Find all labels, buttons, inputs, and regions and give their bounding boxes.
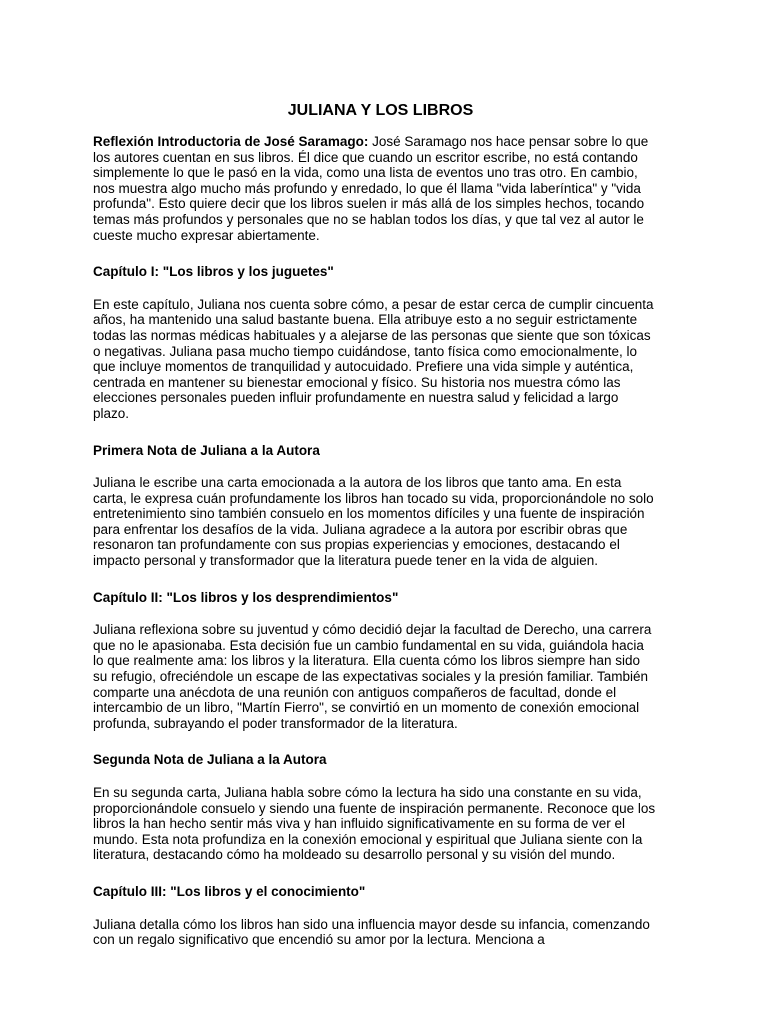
section-heading-second-note: Segunda Nota de Juliana a la Autora <box>93 752 327 768</box>
intro-paragraph <box>93 134 658 243</box>
section-heading-chapter-1: Capítulo I: "Los libros y los juguetes" <box>93 264 334 280</box>
section-text-chapter-3: Juliana detalla cómo los libros han sido una influencia mayor desde su infancia, comenzando con un regalo significativo que encendió su amor por la lectura. Menciona a <box>93 916 650 948</box>
section-text-first-note: Juliana le escribe una carta emocionada a la autora de los libros que tanto ama. En esta carta, le expresa cuán profundamente los libros han tocado su vida, proporcionándole no solo entretenimiento sino también consuelo en los momentos difíciles y una fuente de inspiración para enfrentar los desafíos de la vida. Juliana agradece a la autora por escribir obras que resonaron tan profundamente con sus propias experiencias y emociones, destacando el impacto personal y transformador que la literatura puede tener en la vida de alguien. <box>93 475 654 569</box>
section-text-chapter-1: En este capítulo, Juliana nos cuenta sobre cómo, a pesar de estar cerca de cumplir cincuenta años, ha mantenido una salud bastante buena. Ella atribuye esto a no seguir estrictamente todas las normas médicas habituales y a alejarse de las personas que siente que son tóxicas o negativas. Juliana pasa mucho tiempo cuidándose, tanto física como emocionalmente, lo que incluye momentos de tranquilidad y autocuidado. Prefiere una vida simple y auténtica, centrada en mantener su bienestar emocional y físico. Su historia nos muestra cómo las elecciones personales pueden influir profundamente en nuestra salud y felicidad a largo plazo. <box>93 296 654 421</box>
section-text-chapter-2: Juliana reflexiona sobre su juventud y cómo decidió dejar la facultad de Derecho, una carrera que no le apasionaba. Esta decisión fue un cambio fundamental en su vida, guiándola hacia lo que realmente ama: los libros y la literatura. Ella cuenta cómo los libros siempre han sido su refugio, ofreciéndole un escape de las expectativas sociales y la presión familiar. También comparte una anécdota de una reunión con antiguos compañeros de facultad, donde el intercambio de un libro, "Martín Fierro", se convirtió en un momento de conexión emocional profunda, subrayando el poder transformador de la literatura. <box>93 622 652 731</box>
intro-lead: Reflexión Introductoria de José Saramago: <box>93 134 369 149</box>
section-heading-chapter-3: Capítulo III: "Los libros y el conocimiento" <box>93 883 366 899</box>
document-title: JULIANA Y LOS LIBROS <box>287 102 474 119</box>
intro-text: José Saramago nos hace pensar sobre lo que los autores cuentan en sus libros. Él dice que cuando un escritor escribe, no está contando simplemente lo que le pasó en la vida, como una lista de eventos uno tras otro. En cambio, nos muestra algo mucho más profundo y enredado, lo que él llama "vida laberíntica" y "vida profunda". Esto quiere decir que los libros suelen ir más allá de los simples hechos, tocando temas más profundos y personales que no se hablan todos los días, y que tal vez al autor le cueste mucho expresar abiertamente. <box>93 134 649 243</box>
section-text-second-note: En su segunda carta, Juliana habla sobre cómo la lectura ha sido una constante en su vida, proporcionándole consuelo y siendo una fuente de inspiración permanente. Reconoce que los libros la han hecho sentir más viva y han influido significativamente en su forma de ver el mundo. Esta nota profundiza en la conexión emocional y espiritual que Juliana siente con la literatura, destacando cómo ha moldeado su desarrollo personal y su visión del mundo. <box>93 785 656 863</box>
section-heading-chapter-2: Capítulo II: "Los libros y los desprendimientos" <box>93 589 399 605</box>
section-heading-first-note: Primera Nota de Juliana a la Autora <box>93 442 320 458</box>
